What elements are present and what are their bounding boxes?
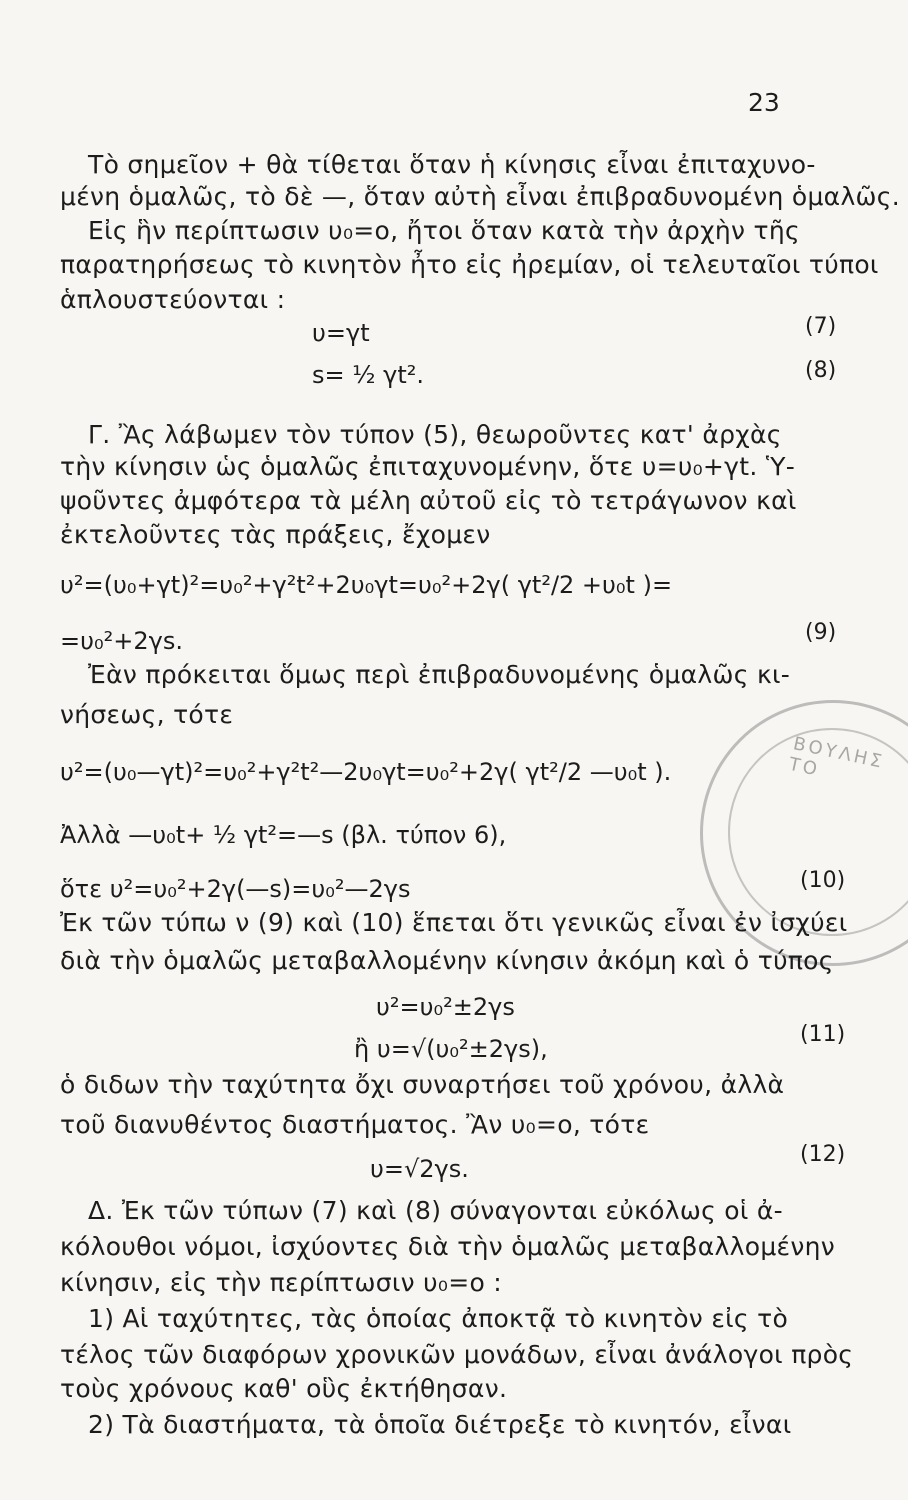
text-line: Τὸ σημεῖον + θὰ τίθεται ὅταν ἡ κίνησις εἶναι ἐπιταχυνο-	[88, 150, 816, 179]
equation-number: (10)	[800, 868, 846, 893]
equation-11a: υ²=υ₀²±2γs	[376, 993, 515, 1021]
text-line: τοῦ διανυθέντος διαστήματος. Ἂν υ₀=ο, τότε	[60, 1110, 650, 1139]
text-line: νήσεως, τότε	[60, 700, 234, 729]
text-line: κίνησιν, εἰς τὴν περίπτωσιν υ₀=ο :	[60, 1268, 503, 1297]
text-line: Ἐκ τῶν τύπω ν (9) καὶ (10) ἕπεται ὅτι γενικῶς εἶναι ἐν ἰσχύει	[60, 908, 848, 937]
text-line: Δ. Ἐκ τῶν τύπων (7) καὶ (8) σύναγονται εὐκόλως οἱ ἀ-	[88, 1196, 784, 1225]
equation-number: (7)	[805, 314, 837, 339]
equation-12: υ=√2γs.	[370, 1155, 469, 1183]
text-line: ψοῦντες ἀμφότερα τὰ μέλη αὐτοῦ εἰς τὸ τετράγωνον καὶ	[60, 486, 797, 515]
equation-10b: Ἀλλὰ —υ₀t+ ½ γt²=—s (βλ. τύπον 6),	[60, 821, 507, 849]
text-line: τέλος τῶν διαφόρων χρονικῶν μονάδων, εἶναι ἀνάλογοι πρὸς	[60, 1340, 854, 1369]
equation-number: (9)	[805, 620, 837, 645]
equation-number: (11)	[800, 1022, 846, 1047]
text-line: παρατηρήσεως τὸ κινητὸν ἦτο εἰς ἠρεμίαν, οἱ τελευταῖοι τύποι	[60, 250, 879, 279]
equation-9a: υ²=(υ₀+γt)²=υ₀²+γ²t²+2υ₀γt=υ₀²+2γ( γt²/2 +υ₀t )=	[60, 571, 673, 599]
text-line: ὁ διδων τὴν ταχύτητα ὄχι συναρτήσει τοῦ χρόνου, ἀλλὰ	[60, 1070, 785, 1099]
text-line: διὰ τὴν ὁμαλῶς μεταβαλλομένην κίνησιν ἀκόμη καὶ ὁ τύπος	[60, 946, 834, 975]
text-line: Γ. Ἂς λάβωμεν τὸν τύπον (5), θεωροῦντες κατ' ἀρχὰς	[88, 420, 782, 449]
equation-11b: ἢ υ=√(υ₀²±2γs),	[354, 1035, 548, 1063]
equation-10c: ὅτε υ²=υ₀²+2γ(—s)=υ₀²—2γs	[60, 875, 411, 903]
text-line: 1) Αἱ ταχύτητες, τὰς ὁποίας ἀποκτᾷ τὸ κινητὸν εἰς τὸ	[88, 1304, 789, 1333]
equation-9b: =υ₀²+2γs.	[60, 627, 183, 655]
text-line: 2) Τὰ διαστήματα, τὰ ὁποῖα διέτρεξε τὸ κινητόν, εἶναι	[88, 1410, 792, 1439]
equation-7: υ=γt	[312, 319, 370, 347]
equation-number: (8)	[805, 358, 837, 383]
text-line: τοὺς χρόνους καθ' οὓς ἐκτήθησαν.	[60, 1374, 508, 1403]
text-line: κόλουθοι νόμοι, ἰσχύοντες διὰ τὴν ὁμαλῶς μεταβαλλομένην	[60, 1232, 836, 1261]
text-line: μένη ὁμαλῶς, τὸ δὲ —, ὅταν αὐτὴ εἶναι ἐπιβραδυνομένη ὁμαλῶς.	[60, 182, 900, 211]
equation-8: s= ½ γt².	[312, 361, 424, 389]
text-line: ἁπλουστεύονται :	[60, 285, 286, 314]
page-number: 23	[748, 88, 780, 117]
stamp-text: ΒΟΥΛΗΣ ΤΟ	[786, 733, 887, 781]
text-line: ἐκτελοῦντες τὰς πράξεις, ἔχομεν	[60, 520, 491, 549]
text-line: τὴν κίνησιν ὡς ὁμαλῶς ἐπιταχυνομένην, ὅτε υ=υ₀+γt. Ὑ-	[60, 452, 796, 481]
text-line: Ἐὰν πρόκειται ὅμως περὶ ἐπιβραδυνομένης ὁμαλῶς κι-	[88, 660, 791, 689]
text-line: Εἰς ἣν περίπτωσιν υ₀=ο, ἤτοι ὅταν κατὰ τὴν ἀρχὴν τῆς	[88, 216, 800, 245]
equation-number: (12)	[800, 1142, 846, 1167]
equation-10a: υ²=(υ₀—γt)²=υ₀²+γ²t²—2υ₀γt=υ₀²+2γ( γt²/2 —υ₀t ).	[60, 758, 672, 786]
